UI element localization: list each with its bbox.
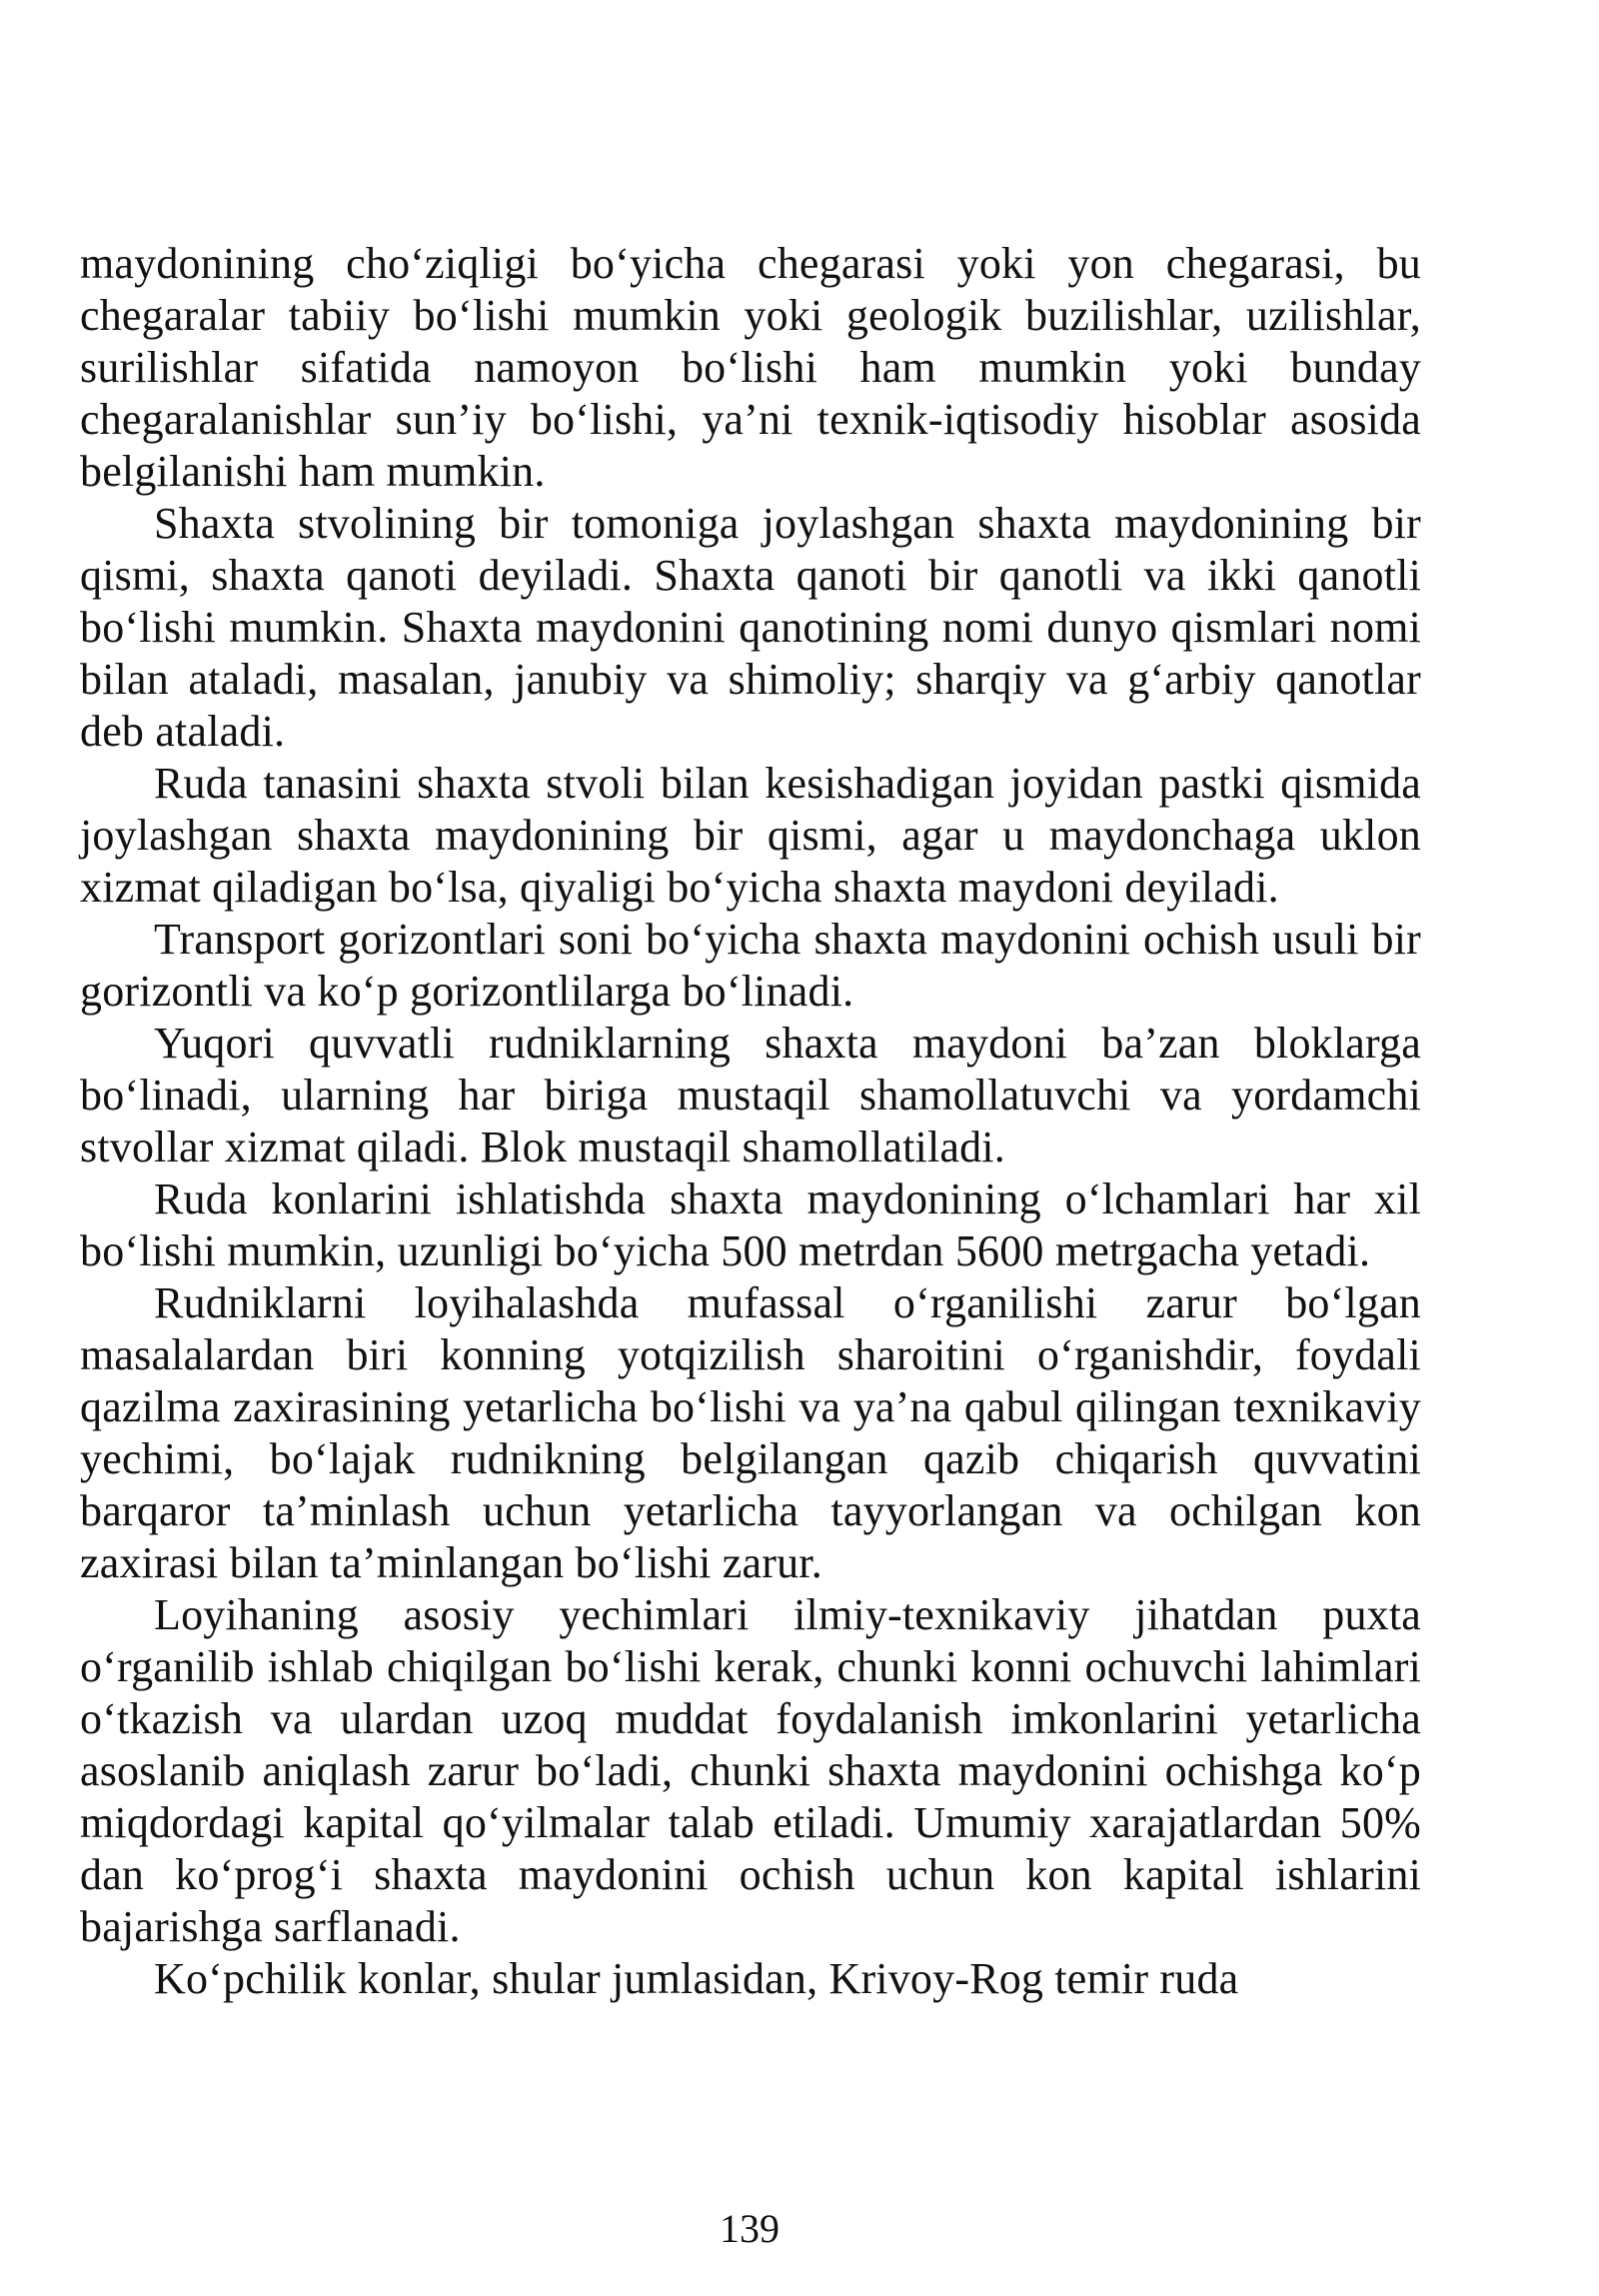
paragraph: Shaxta stvolining bir tomoniga joylashgan shaxta maydonining bir qismi, shaxta qanoti deyiladi. Shaxta qanoti bir qanotli va ikki qanotli bo‘lishi mumkin. Shaxta maydonini qanotining nomi dunyo qismlari nomi bilan ataladi, masalan, janubiy va shimoliy; sharqiy va g‘arbiy qanotlar deb ataladi. bbox=[80, 499, 1421, 756]
paragraph-continued: Ko‘pchilik konlar, shular jumlasidan, Krivoy-Rog temir ruda bbox=[154, 1954, 1239, 2003]
page-body bbox=[80, 238, 1421, 2005]
paragraph: Yuqori quvvatli rudniklarning shaxta maydoni ba’zan bloklarga bo‘linadi, ularning har biriga mustaqil shamollatuvchi va yordamchi stvollar xizmat qiladi. Blok mustaqil shamollatiladi. bbox=[80, 1019, 1421, 1171]
paragraph: Loyihaning asosiy yechimlari ilmiy-texnikaviy jihatdan puxta o‘rganilib ishlab chiqilgan bo‘lishi kerak, chunki konni ochuvchi lahimlari o‘tkazish va ulardan uzoq muddat foydalanish imkonlarini yetarlicha asoslanib aniqlash zarur bo‘ladi, chunki shaxta maydonini ochishga ko‘p miqdordagi kapital qo‘yilmalar talab etiladi. Umumiy xarajatlardan 50% dan ko‘prog‘i shaxta maydonini ochish uchun kon kapital ishlarini bajarishga sarflanadi. bbox=[80, 1590, 1421, 1951]
paragraph: Rudniklarni loyihalashda mufassal o‘rganilishi zarur bo‘lgan masalalardan biri konning yotqizilish sharoitini o‘rganishdir, foydali qazilma zaxirasining yetarlicha bo‘lishi va ya’na qabul qilingan texnikaviy yechimi, bo‘lajak rudnikning belgilangan qazib chiqarish quvvatini barqaror ta’minlash uchun yetarlicha tayyorlangan va ochilgan kon zaxirasi bilan ta’minlangan bo‘lishi zarur. bbox=[80, 1278, 1421, 1587]
paragraph: Ruda konlarini ishlatishda shaxta maydonining o‘lchamlari har xil bo‘lishi mumkin, uzunligi bo‘yicha 500 metrdan 5600 metrgacha yetadi. bbox=[80, 1174, 1421, 1275]
paragraph: Transport gorizontlari soni bo‘yicha shaxta maydonini ochish usuli bir gorizontli va ko‘p gorizontlilarga bo‘linadi. bbox=[80, 915, 1421, 1016]
page-number: 139 bbox=[720, 2206, 780, 2251]
paragraph-continuation: maydonining cho‘ziqligi bo‘yicha chegarasi yoki yon chegarasi, bu chegaralar tabiiy bo‘lishi mumkin yoki geologik buzilishlar, uzilishlar, surilishlar sifatida namoyon bo‘lishi ham mumkin yoki bunday chegaralanishlar sun’iy bo‘lishi, ya’ni texnik-iqtisodiy hisoblar asosida belgilanishi ham mumkin. bbox=[80, 239, 1421, 496]
paragraph: Ruda tanasini shaxta stvoli bilan kesishadigan joyidan pastki qismida joylashgan shaxta maydonining bir qismi, agar u maydonchaga uklon xizmat qiladigan bo‘lsa, qiyaligi bo‘yicha shaxta maydoni deyiladi. bbox=[80, 759, 1421, 912]
